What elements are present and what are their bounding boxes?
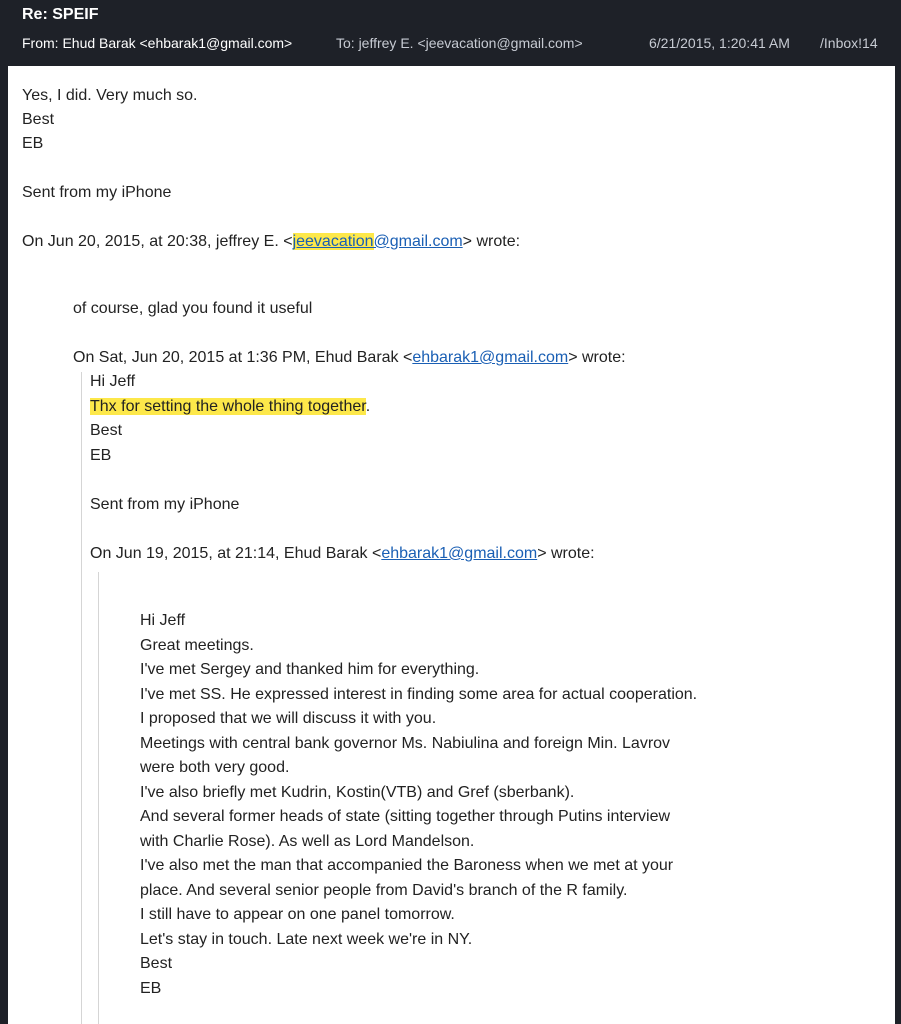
quote3-line: with Charlie Rose). As well as Lord Mandelson.	[140, 833, 475, 850]
quote3-line: I've also met the man that accompanied the Baroness when we met at your	[140, 857, 674, 874]
quote3-line: EB	[140, 980, 162, 997]
quote3-line: And several former heads of state (sitting together through Putins interview	[140, 808, 671, 825]
reply-attribution	[22, 232, 520, 252]
reply-line: Yes, I did. Very much so.	[22, 87, 198, 104]
email-link-jeevacation[interactable]	[293, 233, 463, 250]
email-subject: Re: SPEIF	[22, 6, 99, 23]
quote3-line: Hi Jeff	[140, 612, 186, 629]
quote-bar-level-2	[98, 572, 99, 1024]
quote3-line: Meetings with central bank governor Ms. Nabiulina and foreign Min. Lavrov	[140, 735, 671, 752]
attribution-suffix: > wrote:	[568, 349, 626, 366]
email-to: To: jeffrey E. <jeevacation@gmail.com>	[336, 35, 583, 51]
quote3-line: were both very good.	[140, 759, 290, 776]
quote3-line: I've met SS. He expressed interest in finding some area for actual cooperation.	[140, 686, 698, 703]
email-from: From: Ehud Barak <ehbarak1@gmail.com>	[22, 35, 293, 51]
email-folder: /Inbox!14	[820, 35, 878, 51]
quote3-line: Let's stay in touch. Late next week we're in NY.	[140, 931, 473, 948]
quote3-line: I've also briefly met Kudrin, Kostin(VTB) and Gref (sberbank).	[140, 784, 575, 801]
email-header	[0, 0, 901, 66]
quote2-greeting: Hi Jeff	[90, 373, 136, 390]
quote2-highlight-line	[90, 397, 370, 417]
quote1-text: of course, glad you found it useful	[73, 300, 313, 317]
quote-bar-level-1	[81, 372, 82, 1024]
quote2-period: .	[365, 398, 371, 415]
email-link-ehbarak1[interactable]: ehbarak1@gmail.com	[381, 545, 538, 562]
reply-line: EB	[22, 135, 44, 152]
quote2-best: Best	[90, 422, 123, 439]
quote3-line: Best	[140, 955, 173, 972]
attribution-suffix: > wrote:	[462, 233, 521, 250]
attribution-prefix: On Sat, Jun 20, 2015 at 1:36 PM, Ehud Barak <	[73, 349, 413, 366]
quote3-line: I still have to appear on one panel tomorrow.	[140, 906, 455, 923]
quote3-line: place. And several senior people from David's branch of the R family.	[140, 882, 628, 899]
quote3-line: Great meetings.	[140, 637, 254, 654]
email-body	[8, 66, 895, 1024]
highlighted-text: Thx for setting the whole thing together	[90, 398, 366, 415]
link-domain: @gmail.com	[373, 233, 463, 250]
reply-line: Best	[22, 111, 55, 128]
quote1-attribution	[73, 348, 626, 368]
quote2-attribution	[90, 544, 595, 564]
quote2-signature: Sent from my iPhone	[90, 496, 240, 513]
email-link-ehbarak1[interactable]: ehbarak1@gmail.com	[412, 349, 569, 366]
attribution-prefix: On Jun 20, 2015, at 20:38, jeffrey E. <	[22, 233, 293, 250]
quote3-line: I've met Sergey and thanked him for everything.	[140, 661, 480, 678]
quote2-eb: EB	[90, 447, 112, 464]
highlighted-text: jeevacation	[292, 233, 374, 250]
attribution-prefix: On Jun 19, 2015, at 21:14, Ehud Barak <	[90, 545, 382, 562]
reply-signature: Sent from my iPhone	[22, 184, 172, 201]
quote3-line: I proposed that we will discuss it with you.	[140, 710, 437, 727]
attribution-suffix: > wrote:	[537, 545, 595, 562]
email-date: 6/21/2015, 1:20:41 AM	[649, 35, 790, 51]
